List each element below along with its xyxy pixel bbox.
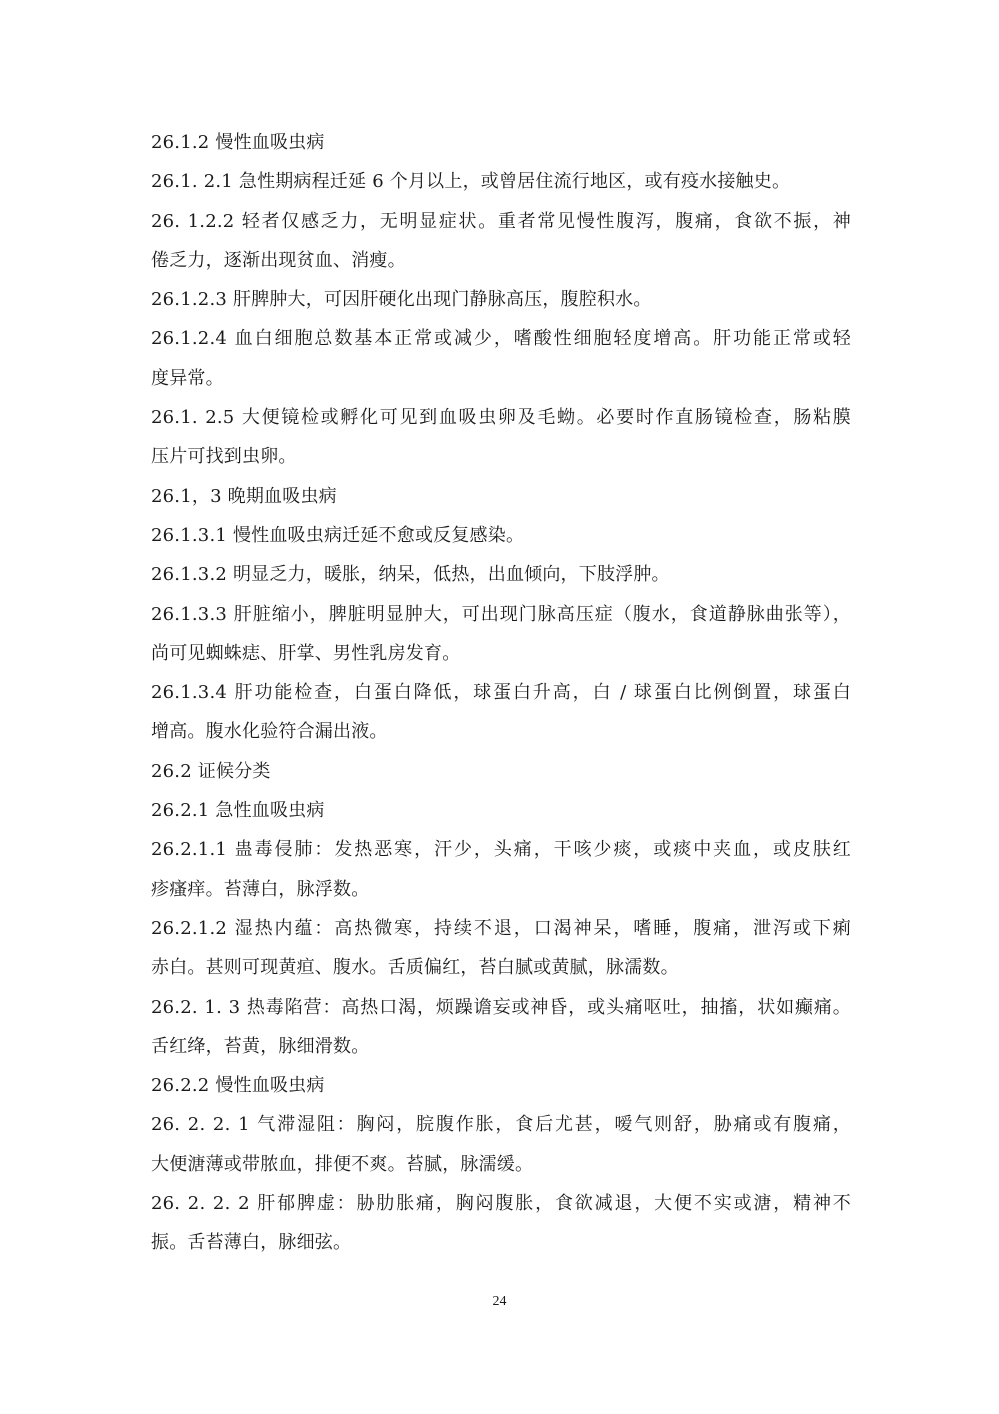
paragraph-line: 大便溏薄或带脓血，排便不爽。苔腻，脉濡缓。 bbox=[151, 1153, 534, 1175]
paragraph-line: 倦乏力，逐渐出现贫血、消瘦。 bbox=[151, 249, 406, 271]
paragraph-line: 26.1. 2.5 大便镜检或孵化可见到血吸虫卵及毛蚴。必要时作直肠镜检查，肠粘膜 bbox=[151, 407, 851, 429]
paragraph-line: 26.1.3.1 慢性血吸虫病迁延不愈或反复感染。 bbox=[151, 524, 525, 546]
paragraph-line: 疹瘙痒。苔薄白，脉浮数。 bbox=[151, 878, 370, 900]
paragraph-line: 舌红绛，苔黄，脉细滑数。 bbox=[151, 1035, 370, 1057]
paragraph-line: 振。舌苔薄白，脉细弦。 bbox=[151, 1232, 352, 1254]
paragraph-line: 26. 2. 2. 1 气滞湿阻：胸闷，脘腹作胀，食后尤甚，嗳气则舒，胁痛或有腹痛， bbox=[151, 1114, 851, 1136]
paragraph-line: 26.2.1.1 蛊毒侵肺：发热恶寒，汗少，头痛，干咳少痰，或痰中夹血，或皮肤红 bbox=[151, 839, 851, 861]
heading-26-2-2: 26.2.2 慢性血吸虫病 bbox=[151, 1075, 325, 1097]
heading-26-2-1: 26.2.1 急性血吸虫病 bbox=[151, 800, 325, 822]
paragraph-line: 26.1.2.4 血白细胞总数基本正常或减少，嗜酸性细胞轻度增高。肝功能正常或轻 bbox=[151, 328, 851, 350]
paragraph-line: 26.2.1.2 湿热内蕴：高热微寒，持续不退，口渴神呆，嗜睡，腹痛，泄泻或下痢 bbox=[151, 917, 851, 939]
paragraph-line: 26. 2. 2. 2 肝郁脾虚：胁肋胀痛，胸闷腹胀，食欲减退，大便不实或溏，精神不 bbox=[151, 1193, 851, 1215]
paragraph-line: 增高。腹水化验符合漏出液。 bbox=[151, 721, 388, 743]
paragraph-line: 赤白。甚则可现黄疸、腹水。舌质偏红，苔白腻或黄腻，脉濡数。 bbox=[151, 957, 679, 979]
paragraph-line: 压片可找到虫卵。 bbox=[151, 446, 297, 468]
paragraph-line: 尚可见蜘蛛痣、肝掌、男性乳房发育。 bbox=[151, 642, 461, 664]
document-body bbox=[151, 123, 851, 1263]
paragraph-line: 26.1.3.4 肝功能检查，白蛋白降低，球蛋白升高，白 / 球蛋白比例倒置，球蛋白 bbox=[151, 682, 851, 704]
heading-26-1-2: 26.1.2 慢性血吸虫病 bbox=[151, 132, 325, 153]
paragraph-line: 度异常。 bbox=[151, 367, 224, 389]
paragraph-line: 26.1.3.2 明显乏力，暖胀，纳呆，低热，出血倾向，下肢浮肿。 bbox=[151, 564, 670, 586]
page-number: 24 bbox=[492, 1294, 507, 1309]
paragraph-line: 26.1. 2.1 急性期病程迁延 6 个月以上，或曾居住流行地区，或有疫水接触史。 bbox=[151, 171, 791, 193]
paragraph-line: 26. 1.2.2 轻者仅感乏力，无明显症状。重者常见慢性腹泻，腹痛，食欲不振，神 bbox=[151, 210, 851, 232]
paragraph-line: 26.1.3.3 肝脏缩小，脾脏明显肿大，可出现门脉高压症（腹水，食道静脉曲张等）， bbox=[151, 603, 851, 625]
paragraph-line: 26.1.2.3 肝脾肿大，可因肝硬化出现门静脉高压，腹腔积水。 bbox=[151, 289, 652, 311]
heading-26-2: 26.2 证候分类 bbox=[151, 760, 271, 782]
paragraph-line: 26.2. 1. 3 热毒陷营：高热口渴，烦躁谵妄或神昏，或头痛呕吐，抽搐，状如癫痛。 bbox=[151, 996, 851, 1018]
heading-26-1-3: 26.1，3 晚期血吸虫病 bbox=[151, 485, 337, 507]
